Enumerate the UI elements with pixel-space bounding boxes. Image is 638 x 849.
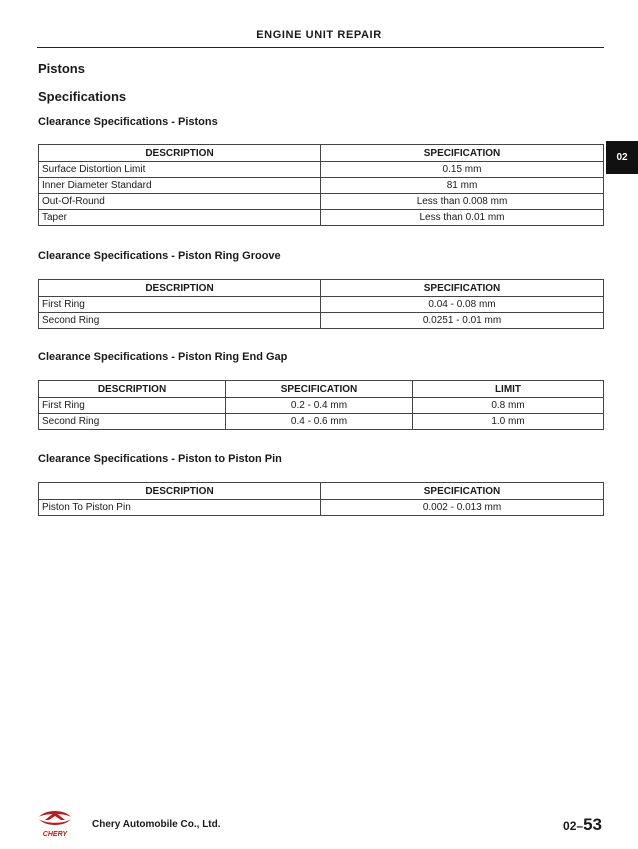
column-header: DESCRIPTION	[39, 381, 226, 398]
table-row	[39, 162, 604, 178]
column-header: LIMIT	[413, 381, 604, 398]
ring-groove-table-title: Clearance Specifications - Piston Ring Groove	[38, 250, 281, 262]
description-cell: Inner Diameter Standard	[39, 178, 321, 194]
page-number	[563, 815, 602, 835]
specification-cell: 0.2 - 0.4 mm	[226, 398, 413, 414]
description-cell: Surface Distortion Limit	[39, 162, 321, 178]
specification-cell: Less than 0.008 mm	[321, 194, 604, 210]
logo-wordmark: CHERY	[42, 831, 68, 838]
specification-cell: Less than 0.01 mm	[321, 210, 604, 226]
piston-pin-table	[38, 482, 604, 516]
column-header: SPECIFICATION	[321, 280, 604, 297]
pistons-table	[38, 144, 604, 226]
table-row	[39, 313, 604, 329]
table-row	[39, 194, 604, 210]
limit-cell: 1.0 mm	[413, 414, 604, 430]
specification-cell: 0.15 mm	[321, 162, 604, 178]
column-header: DESCRIPTION	[39, 483, 321, 500]
description-cell: Second Ring	[39, 414, 226, 430]
table-row	[39, 178, 604, 194]
table-row	[39, 500, 604, 516]
table-header-row	[39, 381, 604, 398]
page-number-value: 53	[583, 815, 602, 834]
table-row	[39, 398, 604, 414]
column-header: SPECIFICATION	[321, 483, 604, 500]
chery-logo	[36, 808, 74, 838]
subsection-heading: Specifications	[38, 89, 127, 104]
column-header: DESCRIPTION	[39, 145, 321, 162]
ring-groove-table	[38, 279, 604, 329]
description-cell: Piston To Piston Pin	[39, 500, 321, 516]
description-cell: Second Ring	[39, 313, 321, 329]
description-cell: Taper	[39, 210, 321, 226]
specification-cell: 0.002 - 0.013 mm	[321, 500, 604, 516]
specification-cell: 0.04 - 0.08 mm	[321, 297, 604, 313]
page-number-prefix: 02–	[563, 819, 584, 833]
description-cell: First Ring	[39, 398, 226, 414]
table-header-row	[39, 483, 604, 500]
ring-end-gap-table	[38, 380, 604, 430]
piston-pin-table-title: Clearance Specifications - Piston to Piston Pin	[38, 453, 282, 465]
pistons-table-title: Clearance Specifications - Pistons	[38, 116, 218, 128]
table-row	[39, 414, 604, 430]
specification-cell: 0.0251 - 0.01 mm	[321, 313, 604, 329]
table-header-row	[39, 280, 604, 297]
header-rule	[37, 47, 604, 48]
table-row	[39, 210, 604, 226]
column-header: SPECIFICATION	[226, 381, 413, 398]
description-cell: Out-Of-Round	[39, 194, 321, 210]
table-row	[39, 297, 604, 313]
chapter-tab-label: 02	[616, 152, 628, 163]
table-header-row	[39, 145, 604, 162]
column-header: DESCRIPTION	[39, 280, 321, 297]
limit-cell: 0.8 mm	[413, 398, 604, 414]
ring-end-gap-table-title: Clearance Specifications - Piston Ring End Gap	[38, 351, 288, 363]
section-heading: Pistons	[38, 61, 85, 76]
column-header: SPECIFICATION	[321, 145, 604, 162]
specification-cell: 81 mm	[321, 178, 604, 194]
company-name: Chery Automobile Co., Ltd.	[92, 819, 221, 830]
running-header: ENGINE UNIT REPAIR	[256, 29, 382, 41]
description-cell: First Ring	[39, 297, 321, 313]
chapter-tab	[606, 141, 638, 174]
specification-cell: 0.4 - 0.6 mm	[226, 414, 413, 430]
